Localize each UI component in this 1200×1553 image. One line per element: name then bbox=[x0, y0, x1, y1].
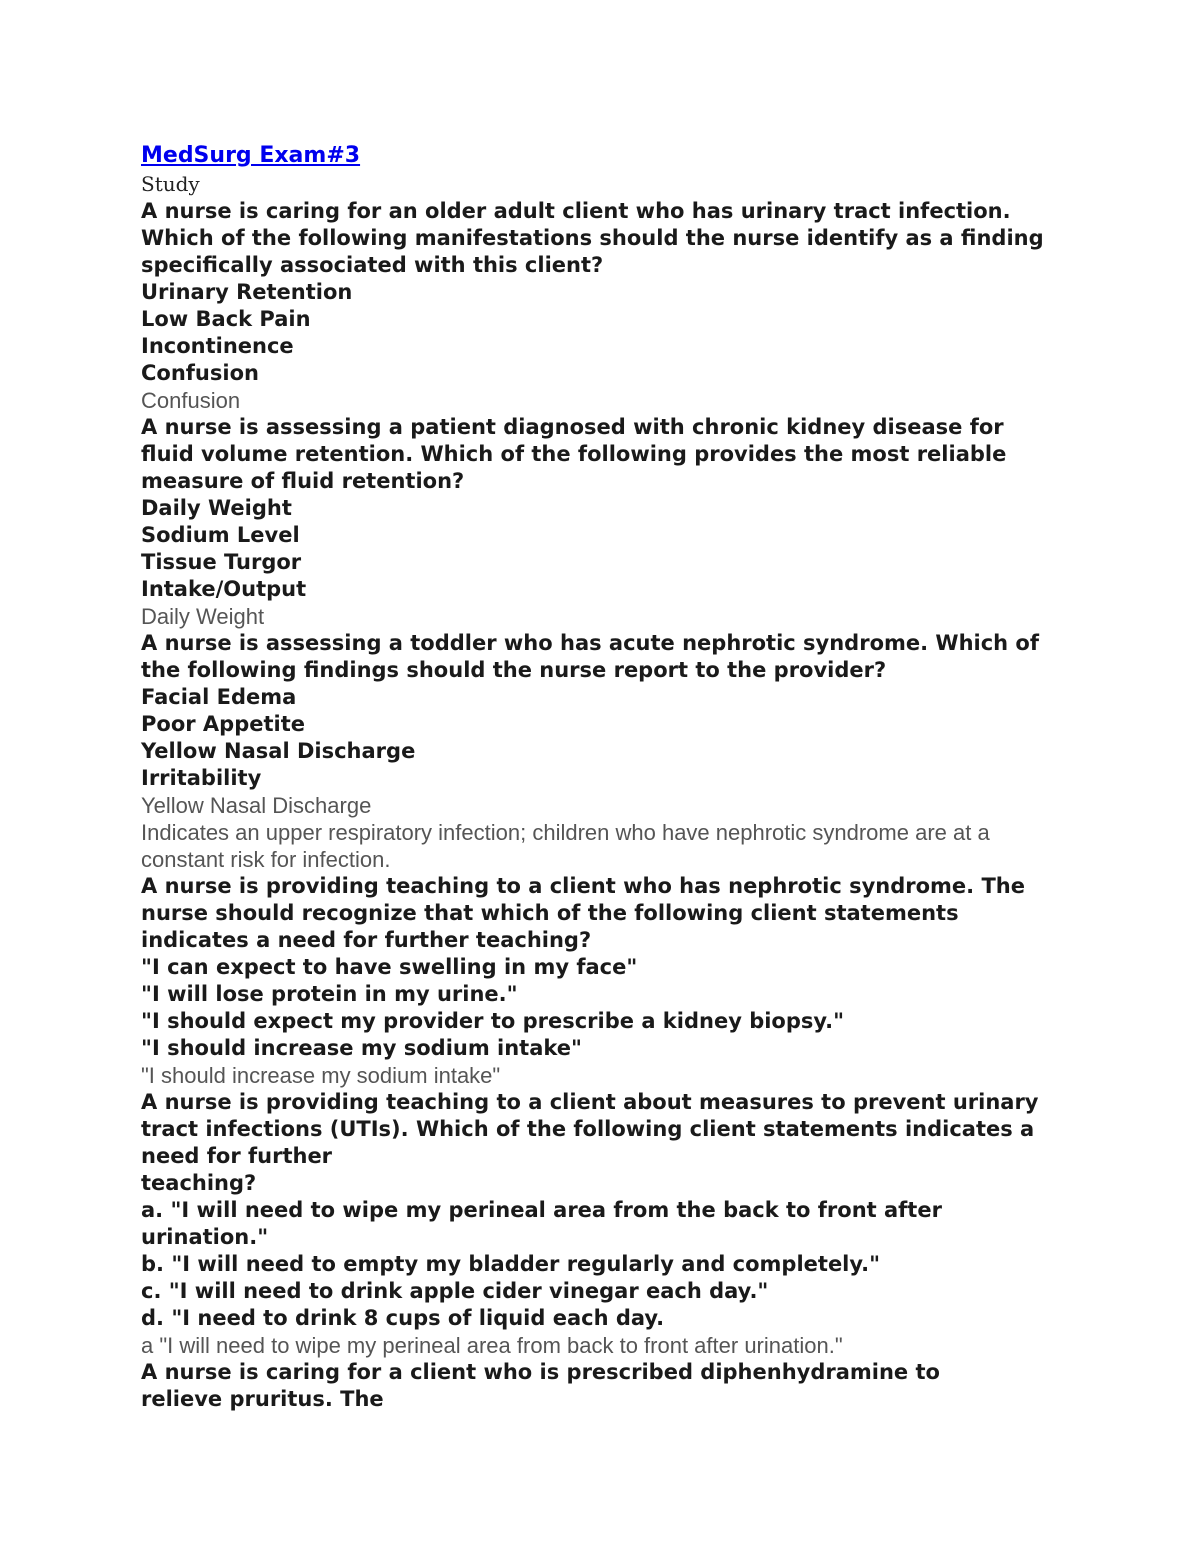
question-5-option-b: b. "I will need to empty my bladder regularly and completely." bbox=[141, 1252, 881, 1276]
question-5-text-line-2: teaching? bbox=[141, 1171, 257, 1195]
question-3-option-1: Facial Edema bbox=[141, 685, 297, 709]
question-1-option-1: Urinary Retention bbox=[141, 280, 353, 304]
question-2-text: A nurse is assessing a patient diagnosed with chronic kidney disease for fluid volume retention. Which of the following provides the most reliable measure of fluid retention? bbox=[141, 415, 1007, 493]
question-4-answer: "I should increase my sodium intake" bbox=[141, 1063, 501, 1088]
question-1-option-2: Low Back Pain bbox=[141, 307, 311, 331]
question-6-text: A nurse is caring for a client who is prescribed diphenhydramine to relieve pruritus. The bbox=[141, 1360, 940, 1411]
question-4-text: A nurse is providing teaching to a client who has nephrotic syndrome. The nurse should recognize that which of the following client statements indicates a need for further teaching? bbox=[141, 874, 1025, 952]
question-5-option-d: d. "I need to drink 8 cups of liquid each day. bbox=[141, 1306, 665, 1330]
question-2-option-1: Daily Weight bbox=[141, 496, 292, 520]
question-3-text: A nurse is assessing a toddler who has acute nephrotic syndrome. Which of the following findings should the nurse report to the provider? bbox=[141, 631, 1039, 682]
question-2-option-3: Tissue Turgor bbox=[141, 550, 302, 574]
question-1-answer: Confusion bbox=[141, 388, 241, 413]
question-2-option-4: Intake/Output bbox=[141, 577, 307, 601]
question-2-answer: Daily Weight bbox=[141, 604, 265, 629]
question-3-option-3: Yellow Nasal Discharge bbox=[141, 739, 416, 763]
question-4-option-1: "I can expect to have swelling in my face" bbox=[141, 955, 638, 979]
question-3-option-4: Irritability bbox=[141, 766, 262, 790]
question-5-option-c: c. "I will need to drink apple cider vinegar each day." bbox=[141, 1279, 769, 1303]
document-subtitle: Study bbox=[141, 172, 200, 196]
question-3-rationale: Indicates an upper respiratory infection; children who have nephrotic syndrome are at a constant risk for infection. bbox=[141, 820, 990, 872]
question-4-option-3: "I should expect my provider to prescribe a kidney biopsy." bbox=[141, 1009, 845, 1033]
document-title-link[interactable]: MedSurg Exam#3 bbox=[141, 143, 361, 168]
question-3-answer: Yellow Nasal Discharge bbox=[141, 793, 372, 818]
question-1-option-3: Incontinence bbox=[141, 334, 294, 358]
question-1-option-4: Confusion bbox=[141, 361, 259, 385]
question-4-option-4: "I should increase my sodium intake" bbox=[141, 1036, 582, 1060]
question-4-option-2: "I will lose protein in my urine." bbox=[141, 982, 518, 1006]
question-2-option-2: Sodium Level bbox=[141, 523, 300, 547]
question-3-option-2: Poor Appetite bbox=[141, 712, 305, 736]
question-1-text: A nurse is caring for an older adult client who has urinary tract infection. Which of the following manifestations should the nurse identify as a finding specifically associated with this client? bbox=[141, 199, 1044, 277]
question-5-text-line-1: A nurse is providing teaching to a client about measures to prevent urinary tract infections (UTIs). Which of the following client statements indicates a need for further bbox=[141, 1090, 1039, 1168]
question-5-answer: a "I will need to wipe my perineal area from back to front after urination." bbox=[141, 1333, 843, 1358]
document-page bbox=[141, 141, 1061, 1413]
question-5-option-a: a. "I will need to wipe my perineal area from the back to front after urination." bbox=[141, 1198, 942, 1249]
